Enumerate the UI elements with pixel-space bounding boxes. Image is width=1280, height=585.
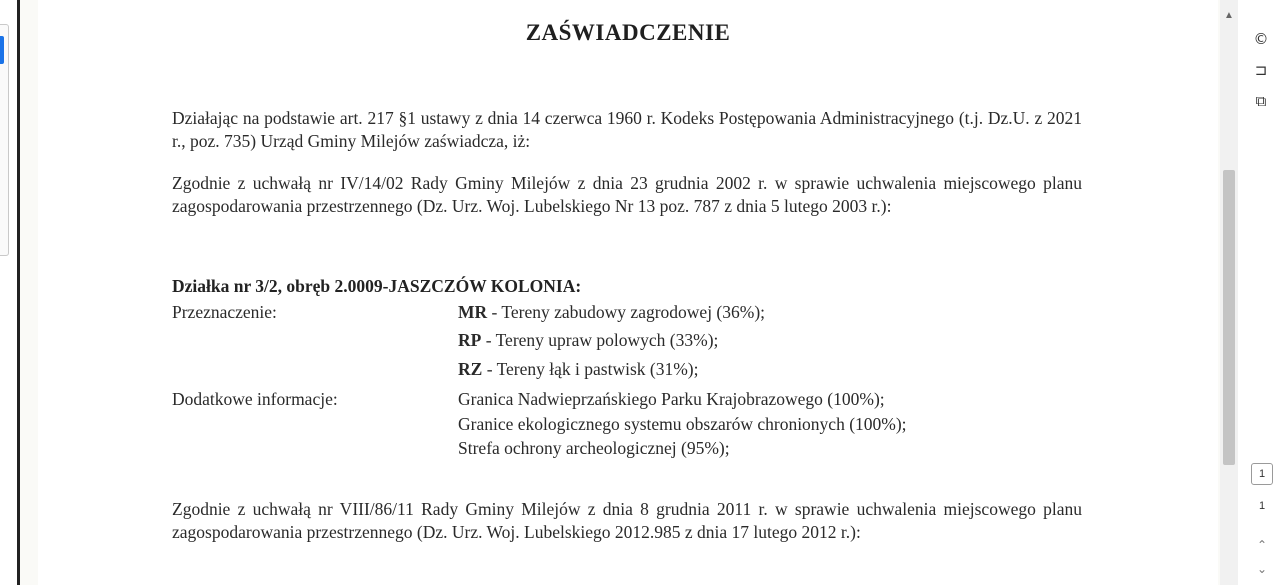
- left-panel-active-indicator: [0, 36, 4, 64]
- copy-icon[interactable]: ⧉: [1255, 92, 1267, 110]
- resolution-1-paragraph: Zgodnie z uchwałą nr IV/14/02 Rady Gminy Milejów z dnia 23 grudnia 2002 r. w sprawie uchwalenia miejscowego planu zagospodarowania przestrzennego (Dz. Urz. Woj. Lubelskiego Nr 13 poz. 787 z dnia 5 lutego 2003 r.):: [172, 173, 1082, 216]
- additional-info-item: Granice ekologicznego systemu obszarów chronionych (100%);: [458, 414, 907, 434]
- document-title: ZAŚWIADCZENIE: [525, 20, 731, 45]
- purpose-text: - Tereny upraw polowych (33%);: [481, 330, 719, 350]
- copyright-icon[interactable]: ©: [1253, 30, 1269, 48]
- purpose-text: - Tereny zabudowy zagrodowej (36%);: [487, 302, 766, 322]
- resolution-2-paragraph: Zgodnie z uchwałą nr VIII/86/11 Rady Gminy Milejów z dnia 8 grudnia 2011 r. w sprawie uchwalenia miejscowego planu zagospodarowania przestrzennego (Dz. Urz. Woj. Lubelskiego 2012.985 z dnia 17 lutego 2012 r.):: [172, 499, 1082, 542]
- document-page: [38, 0, 1218, 585]
- previous-page-icon[interactable]: ⌃: [1256, 538, 1268, 552]
- scroll-up-arrow-icon[interactable]: ▲: [1224, 10, 1234, 21]
- intro-paragraph: Działając na podstawie art. 217 §1 ustawy z dnia 14 czerwca 1960 r. Kodeks Postępowania Administracyjnego (t.j. Dz.U. z 2021 r., poz. 735) Urząd Gminy Milejów zaświadcza, iż:: [172, 108, 1082, 151]
- purpose-label: Przeznaczenie:: [172, 302, 277, 322]
- scrollbar-thumb[interactable]: [1223, 170, 1235, 465]
- additional-info-label: Dodatkowe informacje:: [172, 389, 338, 409]
- purpose-code: MR: [458, 302, 488, 322]
- purpose-item: [458, 330, 718, 351]
- purpose-text: - Tereny łąk i pastwisk (31%);: [482, 359, 699, 379]
- bookmark-list-icon[interactable]: ⊐: [1254, 61, 1268, 79]
- left-side-panel: [0, 0, 17, 585]
- next-page-icon[interactable]: ⌄: [1256, 562, 1268, 576]
- right-toolbar: [1238, 0, 1280, 585]
- purpose-item: [458, 359, 699, 380]
- current-page-input[interactable]: 1: [1251, 463, 1273, 485]
- total-pages: 1: [1258, 500, 1266, 512]
- document-viewport[interactable]: [20, 0, 1220, 585]
- additional-info-item: Granica Nadwieprzańskiego Parku Krajobrazowego (100%);: [458, 389, 885, 409]
- purpose-code: RZ: [458, 359, 483, 379]
- parcel-title: Działka nr 3/2, obręb 2.0009-JASZCZÓW KOLONIA:: [172, 276, 582, 296]
- additional-info-item: Strefa ochrony archeologicznej (95%);: [458, 438, 730, 458]
- purpose-item: [458, 302, 765, 323]
- purpose-code: RP: [458, 330, 482, 350]
